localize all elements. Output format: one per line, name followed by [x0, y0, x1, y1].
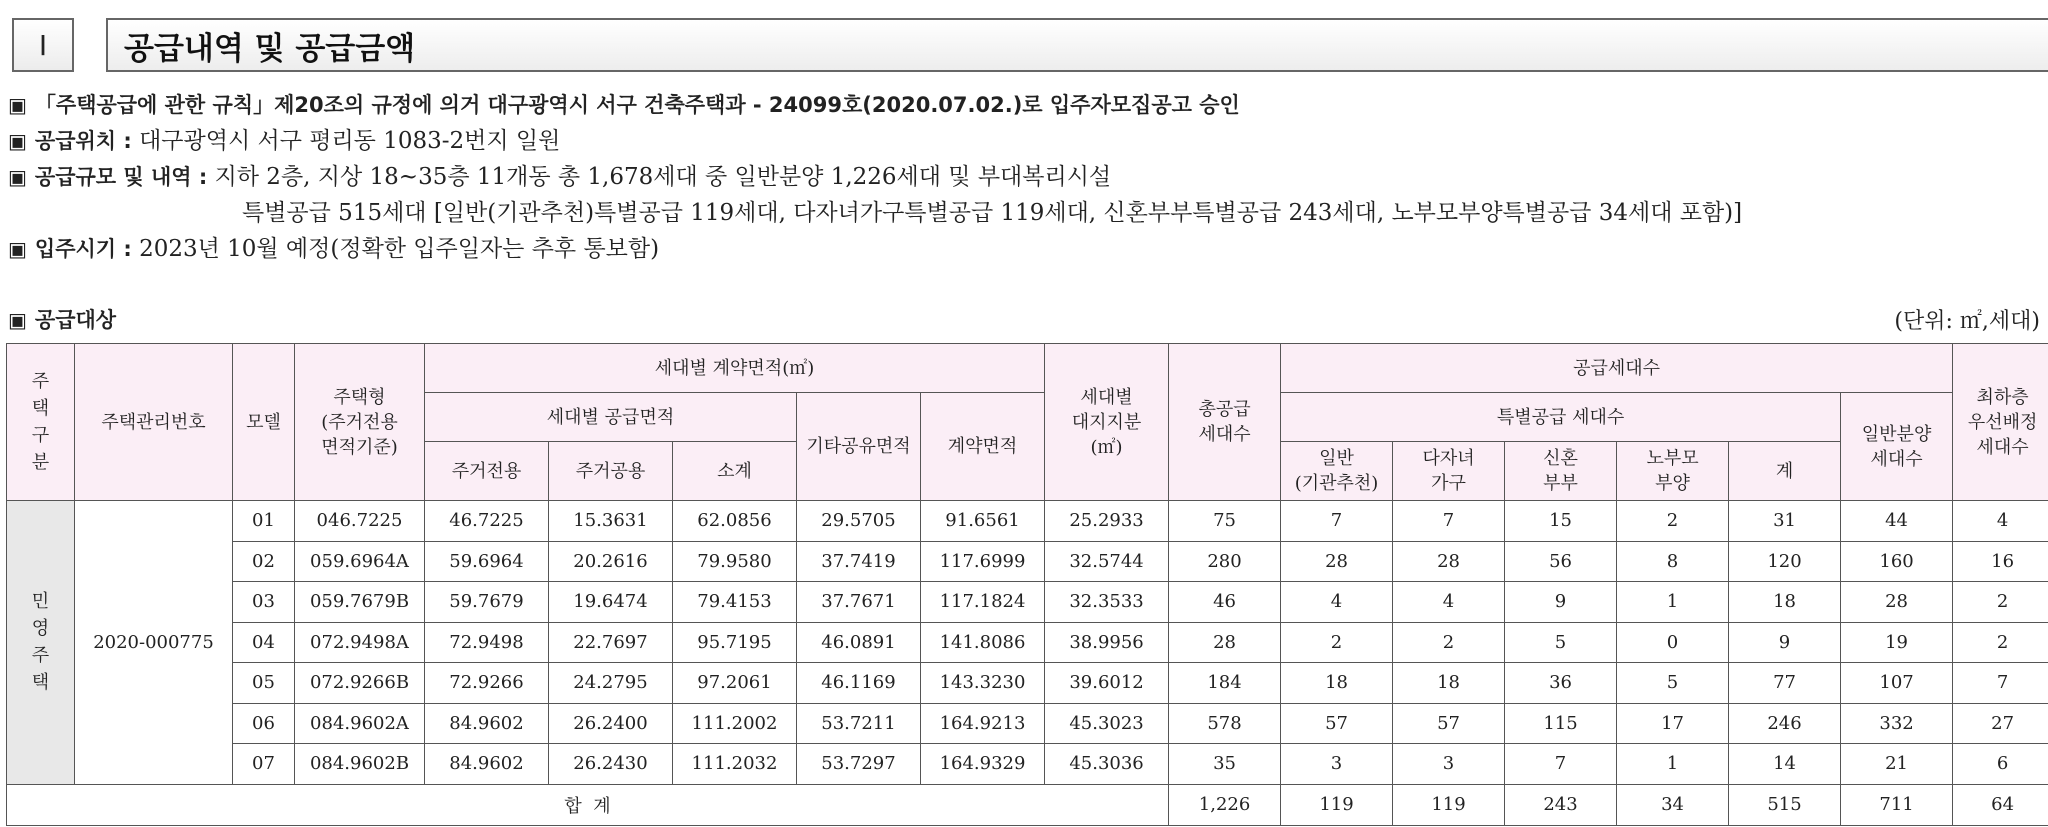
approval-line: ▣ 「주택공급에 관한 규칙」제20조의 규정에 의거 대구광역시 서구 건축주택과 - 24099호(2020.07.02.)로 입주자모집공고 승인: [8, 93, 1240, 117]
table-cell: 24.2795: [549, 663, 673, 704]
table-cell: 15: [1505, 501, 1617, 542]
section-title: 공급내역 및 공급금액: [106, 18, 2048, 72]
bullet-icon: ▣: [8, 308, 27, 332]
table-cell: 75: [1169, 501, 1281, 542]
header-newlywed: 신혼 부부: [1505, 442, 1617, 501]
table-cell: 44: [1841, 501, 1953, 542]
bullet-icon: ▣: [8, 237, 27, 261]
table-cell: 02: [233, 541, 295, 582]
table-cell: 37.7671: [797, 582, 921, 623]
header-supply-area-group: 세대별 공급면적: [425, 393, 797, 442]
table-cell: 72.9266: [425, 663, 549, 704]
table-cell: 4: [1393, 582, 1505, 623]
table-cell: 084.9602A: [295, 703, 425, 744]
table-row: [7, 582, 2048, 623]
table-cell: 19: [1841, 622, 1953, 663]
table-cell: 117.6999: [921, 541, 1045, 582]
header-mgmt-no: 주택관리번호: [75, 344, 233, 501]
section-header: [12, 18, 2048, 74]
header-model: 모델: [233, 344, 295, 501]
table-cell: 38.9956: [1045, 622, 1169, 663]
header-housing-type: 주 택 구 분: [7, 344, 75, 501]
table-cell: 04: [233, 622, 295, 663]
table-cell: 16: [1953, 541, 2048, 582]
header-subtotal: 소계: [673, 442, 797, 501]
table-cell: 578: [1169, 703, 1281, 744]
header-total-supply: 총공급 세대수: [1169, 344, 1281, 501]
table-cell: 5: [1617, 663, 1729, 704]
table-row: [7, 663, 2048, 704]
table-cell: 059.7679B: [295, 582, 425, 623]
table-cell: 059.6964A: [295, 541, 425, 582]
scale-line: ▣ 공급규모 및 내역 : 지하 2층, 지상 18~35층 11개동 총 1,678세대 중 일반분양 1,226세대 및 부대복리시설: [8, 164, 1112, 190]
table-cell: 32.5744: [1045, 541, 1169, 582]
header-other-common: 기타공유면적: [797, 393, 921, 501]
table-cell: 21: [1841, 744, 1953, 785]
table-row: [7, 501, 2048, 542]
table-cell: 35: [1169, 744, 1281, 785]
table-cell: 14: [1729, 744, 1841, 785]
total-cell: 64: [1953, 784, 2048, 825]
table-cell: 28: [1841, 582, 1953, 623]
total-cell: 515: [1729, 784, 1841, 825]
table-cell: 084.9602B: [295, 744, 425, 785]
table-cell: 45.3023: [1045, 703, 1169, 744]
move-in-line: ▣ 입주시기 : 2023년 10월 예정(정확한 입주일자는 추후 통보함): [8, 236, 660, 262]
table-row: [7, 703, 2048, 744]
table-cell: 53.7297: [797, 744, 921, 785]
table-cell: 37.7419: [797, 541, 921, 582]
mgmt-no-cell: 2020-000775: [75, 501, 233, 785]
table-cell: 2: [1953, 622, 2048, 663]
table-row: [7, 622, 2048, 663]
table-cell: 332: [1841, 703, 1953, 744]
table-cell: 27: [1953, 703, 2048, 744]
bullet-icon: ▣: [8, 93, 27, 117]
table-cell: 9: [1505, 582, 1617, 623]
table-cell: 111.2002: [673, 703, 797, 744]
total-cell: 1,226: [1169, 784, 1281, 825]
table-row: [7, 744, 2048, 785]
table-cell: 29.5705: [797, 501, 921, 542]
scale-line-2: [242, 196, 1742, 230]
header-general-sale: 일반분양 세대수: [1841, 393, 1953, 501]
table-cell: 72.9498: [425, 622, 549, 663]
supply-target-title: 공급대상: [34, 308, 117, 332]
table-cell: 46.7225: [425, 501, 549, 542]
table-cell: 18: [1281, 663, 1393, 704]
table-cell: 7: [1505, 744, 1617, 785]
housing-type-cell: 민 영 주 택: [7, 501, 75, 785]
table-cell: 53.7211: [797, 703, 921, 744]
unit-label: (단위: ㎡,세대): [1894, 309, 2040, 334]
table-cell: 2: [1953, 582, 2048, 623]
table-cell: 8: [1617, 541, 1729, 582]
total-cell: 243: [1505, 784, 1617, 825]
header-special-group: 특별공급 세대수: [1281, 393, 1841, 442]
table-cell: 32.3533: [1045, 582, 1169, 623]
table-cell: 07: [233, 744, 295, 785]
supply-table: [6, 343, 2048, 826]
table-cell: 164.9213: [921, 703, 1045, 744]
table-cell: 28: [1281, 541, 1393, 582]
table-cell: 7: [1953, 663, 2048, 704]
table-cell: 143.3230: [921, 663, 1045, 704]
total-label: 합 계: [7, 784, 1169, 825]
table-cell: 79.4153: [673, 582, 797, 623]
table-cell: 3: [1393, 744, 1505, 785]
table-cell: 57: [1393, 703, 1505, 744]
table-cell: 0: [1617, 622, 1729, 663]
table-cell: 28: [1169, 622, 1281, 663]
header-contract-area: 계약면적: [921, 393, 1045, 501]
table-cell: 56: [1505, 541, 1617, 582]
bullet-icon: ▣: [8, 165, 27, 189]
table-cell: 26.2430: [549, 744, 673, 785]
table-cell: 20.2616: [549, 541, 673, 582]
supply-target-header: [8, 304, 2040, 340]
table-cell: 59.6964: [425, 541, 549, 582]
table-cell: 120: [1729, 541, 1841, 582]
header-lowest-floor: 최하층 우선배정 세대수: [1953, 344, 2048, 501]
table-cell: 28: [1393, 541, 1505, 582]
scale-value-2: 특별공급 515세대 [일반(기관추천)특별공급 119세대, 다자녀가구특별공급 119세대, 신혼부부특별공급 243세대, 노부모부양특별공급 34세대 포함)]: [242, 200, 1743, 226]
table-cell: 5: [1505, 622, 1617, 663]
header-exclusive: 주거전용: [425, 442, 549, 501]
table-cell: 072.9266B: [295, 663, 425, 704]
table-cell: 046.7225: [295, 501, 425, 542]
table-cell: 95.7195: [673, 622, 797, 663]
table-cell: 17: [1617, 703, 1729, 744]
table-cell: 3: [1281, 744, 1393, 785]
table-cell: 2: [1393, 622, 1505, 663]
table-row: [7, 541, 2048, 582]
total-cell: 711: [1841, 784, 1953, 825]
table-cell: 9: [1729, 622, 1841, 663]
table-cell: 15.3631: [549, 501, 673, 542]
table-cell: 25.2933: [1045, 501, 1169, 542]
table-cell: 160: [1841, 541, 1953, 582]
header-general-inst: 일반 (기관추천): [1281, 442, 1393, 501]
header-supply-units-group: 공급세대수: [1281, 344, 1953, 393]
table-cell: 280: [1169, 541, 1281, 582]
table-cell: 117.1824: [921, 582, 1045, 623]
total-cell: 119: [1393, 784, 1505, 825]
table-cell: 77: [1729, 663, 1841, 704]
table-cell: 115: [1505, 703, 1617, 744]
table-cell: 36: [1505, 663, 1617, 704]
section-number: Ⅰ: [12, 18, 74, 72]
table-cell: 46: [1169, 582, 1281, 623]
header-contract-area-group: 세대별 계약면적(㎡): [425, 344, 1045, 393]
table-cell: 79.9580: [673, 541, 797, 582]
table-body: [7, 501, 2048, 785]
table-cell: 31: [1729, 501, 1841, 542]
table-cell: 03: [233, 582, 295, 623]
table-cell: 22.7697: [549, 622, 673, 663]
table-cell: 45.3036: [1045, 744, 1169, 785]
table-cell: 05: [233, 663, 295, 704]
table-cell: 18: [1729, 582, 1841, 623]
header-common: 주거공용: [549, 442, 673, 501]
header-sum: 계: [1729, 442, 1841, 501]
total-row: [7, 784, 2048, 825]
location-value: 대구광역시 서구 평리동 1083-2번지 일원: [139, 128, 561, 154]
table-cell: 57: [1281, 703, 1393, 744]
table-cell: 97.2061: [673, 663, 797, 704]
table-cell: 62.0856: [673, 501, 797, 542]
header-multi-child: 다자녀 가구: [1393, 442, 1505, 501]
table-cell: 072.9498A: [295, 622, 425, 663]
table-cell: 184: [1169, 663, 1281, 704]
table-cell: 141.8086: [921, 622, 1045, 663]
header-elderly: 노부모 부양: [1617, 442, 1729, 501]
table-cell: 6: [1953, 744, 2048, 785]
header-land-share: 세대별 대지지분 (㎡): [1045, 344, 1169, 501]
table-cell: 84.9602: [425, 703, 549, 744]
table-cell: 111.2032: [673, 744, 797, 785]
table-cell: 246: [1729, 703, 1841, 744]
scale-value: 지하 2층, 지상 18~35층 11개동 총 1,678세대 중 일반분양 1,226세대 및 부대복리시설: [214, 164, 1112, 190]
table-cell: 1: [1617, 744, 1729, 785]
total-cell: 119: [1281, 784, 1393, 825]
total-cell: 34: [1617, 784, 1729, 825]
table-cell: 91.6561: [921, 501, 1045, 542]
table-cell: 19.6474: [549, 582, 673, 623]
location-line: ▣ 공급위치 : 대구광역시 서구 평리동 1083-2번지 일원: [8, 128, 561, 154]
table-cell: 4: [1953, 501, 2048, 542]
table-cell: 164.9329: [921, 744, 1045, 785]
table-cell: 1: [1617, 582, 1729, 623]
table-cell: 46.0891: [797, 622, 921, 663]
header-house-type: 주택형 (주거전용 면적기준): [295, 344, 425, 501]
table-cell: 01: [233, 501, 295, 542]
bullet-icon: ▣: [8, 129, 27, 153]
table-cell: 39.6012: [1045, 663, 1169, 704]
table-cell: 26.2400: [549, 703, 673, 744]
table-cell: 7: [1281, 501, 1393, 542]
table-cell: 59.7679: [425, 582, 549, 623]
table-cell: 84.9602: [425, 744, 549, 785]
table-cell: 7: [1393, 501, 1505, 542]
table-cell: 4: [1281, 582, 1393, 623]
move-in-value: 2023년 10월 예정(정확한 입주일자는 추후 통보함): [139, 236, 660, 262]
table-cell: 2: [1281, 622, 1393, 663]
table-cell: 18: [1393, 663, 1505, 704]
table-cell: 06: [233, 703, 295, 744]
table-cell: 46.1169: [797, 663, 921, 704]
table-cell: 107: [1841, 663, 1953, 704]
table-cell: 2: [1617, 501, 1729, 542]
